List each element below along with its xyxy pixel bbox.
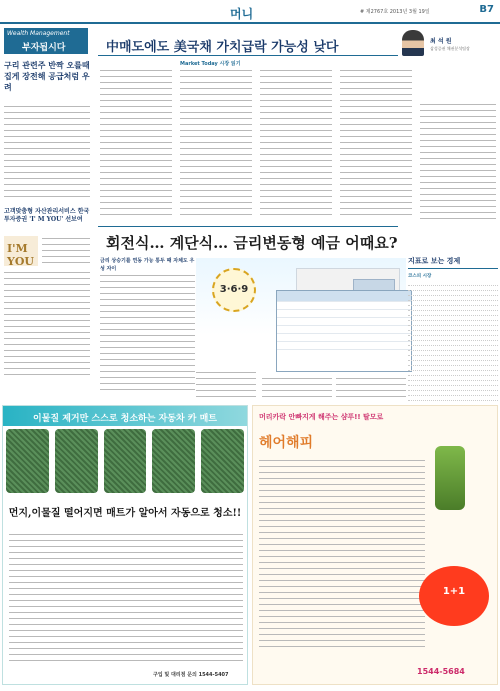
feature-body-col1: [100, 275, 195, 395]
table-header-bar: [277, 291, 411, 301]
promo-sticker: [419, 566, 489, 626]
side-box-body: [42, 238, 90, 268]
table-row: [277, 309, 411, 317]
feature-body-col4: [336, 378, 406, 402]
author-name: 최 석 원: [430, 38, 452, 45]
table-row: [277, 317, 411, 325]
top-article-body-col5: [420, 104, 496, 224]
feature-body-col3: [262, 378, 332, 402]
market-today-label: Market Today 시장 읽기: [180, 61, 241, 67]
indicators-title: 지표로 보는 경제: [408, 256, 498, 269]
indicators-table: [408, 281, 498, 401]
car-mat-ad-body: [9, 534, 243, 666]
feature-headline-bar: [98, 226, 398, 252]
car-mat-image: [201, 429, 244, 493]
side-box-body-2: [4, 272, 90, 380]
car-mat-ad-banner: 이물질 제거만 스스로 청소하는 자동차 카 매트: [3, 406, 247, 426]
car-mat-image: [55, 429, 98, 493]
369-tag-text: 3·6·9: [219, 284, 249, 295]
shampoo-ad-tagline: 머리카락 안빠지게 해주는 샴푸!! 탈모로: [259, 413, 384, 421]
side-body-text: [4, 106, 90, 202]
car-mat-ad-images: [3, 426, 247, 496]
car-mat-ad[interactable]: [2, 405, 248, 685]
top-article-headline: 中매도에도 美국채 가치급락 가능성 낮다: [106, 40, 339, 55]
feature-subhead: 금리 상승기를 연동 가능 통두 때 자체도 우성 자이: [100, 258, 195, 272]
imyou-logo-text: I'M YOU: [7, 242, 35, 268]
page-number: B7: [479, 4, 494, 15]
table-row: [277, 349, 411, 357]
author-photo: [402, 30, 424, 56]
shampoo-ad-body: [259, 460, 425, 652]
car-mat-image: [104, 429, 147, 493]
section-logo: [4, 28, 88, 54]
side-headline: 구리 관련주 반짝 오를때 집게 장전해 공급처럼 우려: [4, 60, 90, 92]
logo-main-text: 부자됩시다: [22, 43, 66, 53]
369-tag-icon: [212, 268, 256, 312]
table-row: [277, 325, 411, 333]
car-mat-image: [152, 429, 195, 493]
car-mat-ad-contact: 구입 및 대리점 문의 1544-5407: [153, 672, 229, 678]
bottom-ads: [0, 405, 500, 691]
feature-body-col2: [196, 372, 256, 402]
issue-meta: # 제2767호 2013년 3월 19일: [360, 9, 430, 15]
author-role: 삼성증권 채권분석팀장: [430, 46, 470, 51]
top-article-body-col2: [180, 70, 252, 220]
side-box-headline: 고객맞춤형 자산관리서비스 한국투자증권 'I' M YOU' 선보여: [4, 208, 90, 223]
left-column: [0, 28, 92, 368]
car-mat-ad-title: 먼지,이물질 떨어지면 매트가 알아서 자동으로 청소!!: [8, 508, 242, 519]
imyou-logo: [4, 236, 38, 266]
rate-product-table: [276, 290, 412, 372]
shampoo-ad-brand: 헤어해피: [259, 435, 314, 451]
table-row: [277, 301, 411, 309]
table-row: [408, 396, 498, 401]
promo-sticker-text: 1+1: [442, 586, 466, 597]
top-article-headline-bar: [98, 30, 398, 56]
shampoo-ad[interactable]: [252, 405, 498, 685]
section-title: 머니: [230, 7, 254, 21]
shampoo-ad-phone: 1544-5684: [417, 667, 465, 676]
table-row: [277, 341, 411, 349]
table-row: [277, 333, 411, 341]
author-box: [400, 30, 496, 98]
economic-indicators-panel: [408, 256, 498, 416]
top-article-body-col1: [100, 70, 172, 220]
top-article-body-col3: [260, 70, 332, 220]
logo-top-text: Wealth Management: [7, 30, 70, 37]
top-article-body-col4: [340, 70, 412, 220]
shampoo-bottle-image: [435, 446, 465, 510]
page-header: [0, 0, 500, 24]
feature-headline: 회전식… 계단식… 금리변동형 예금 어때요?: [106, 234, 398, 252]
indicators-subhead: 코스피 시장: [408, 274, 432, 279]
car-mat-image: [6, 429, 49, 493]
